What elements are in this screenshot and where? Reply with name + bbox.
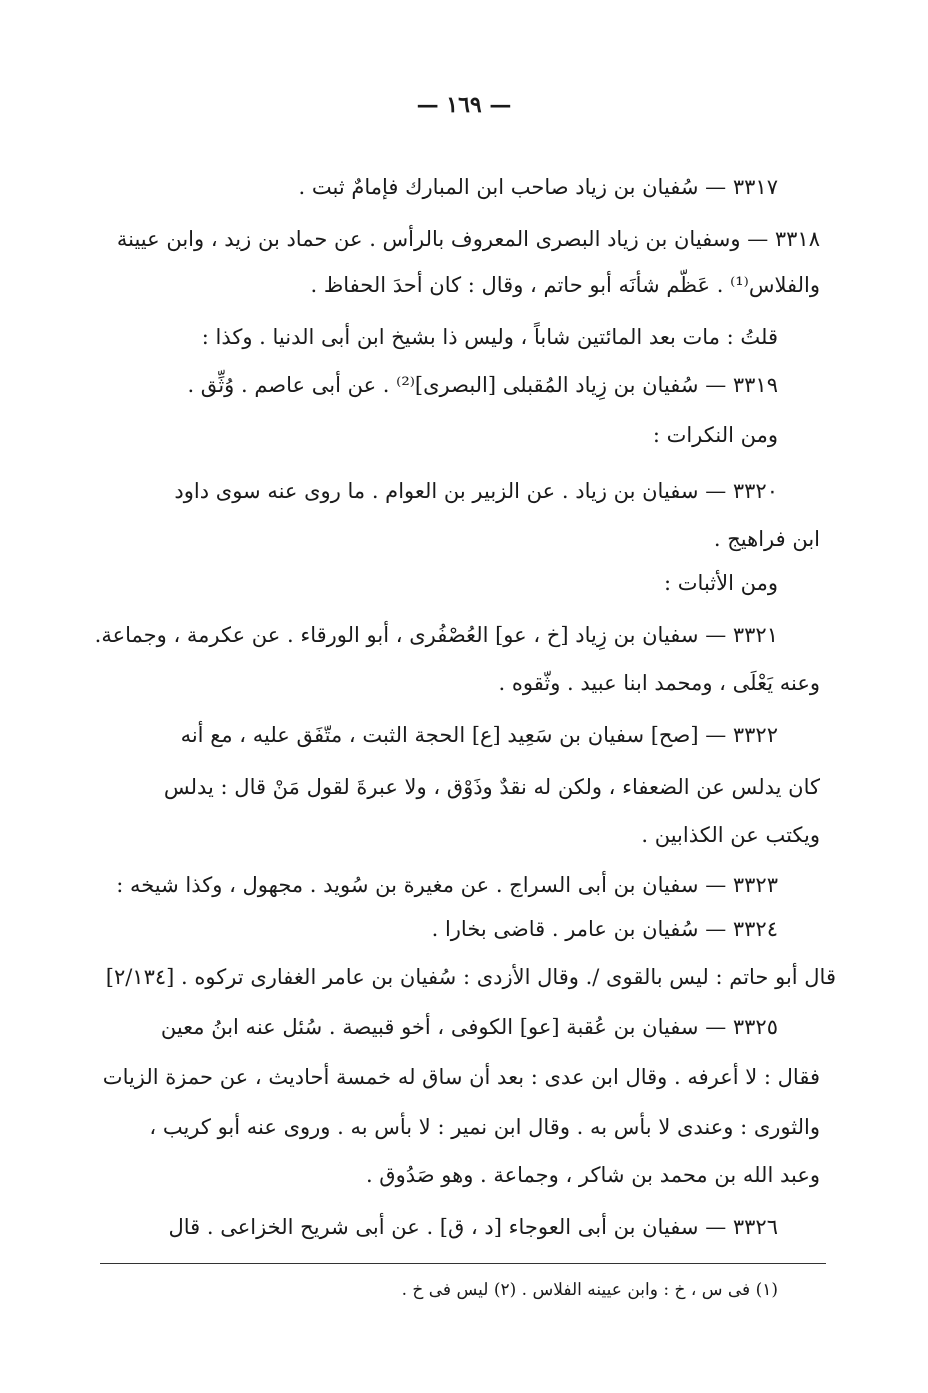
entry-3322-line-1: ٣٣٢٢ — [صح] سفيان بن سَعِيد [ع] الحجة الثبت ، متّفَق عليه ، مع أنه [180,723,778,747]
entry-3325-line-1: ٣٣٢٥ — سفيان بن عُقبة [عو] الكوفى ، أخو قبيصة . سُئل عنه ابنُ معين [160,1015,778,1039]
entry-3318-line-1: ٣٣١٨ — وسفيان بن زياد البصرى المعروف بالرأس . عن حماد بن زيد ، وابن عيينة [116,227,820,251]
entry-3324-line-2: قال أبو حاتم : ليس بالقوى /. وقال الأزدى : سُفيان بن عامر الغفارى تركوه . [٢/١٣٤] [105,965,836,989]
entry-3325-line-3: والثورى : وعندى لا بأس به . وقال ابن نمير : لا بأس به . وروى عنه أبو كريب ، [149,1115,820,1139]
entry-3325-line-4: وعبد الله بن محمد بن شاكر ، وجماعة . وهو صَدُوق . [365,1163,820,1187]
entry-3320-line-2: ابن فراهيج . [713,527,820,551]
entry-3321-line-1: ٣٣٢١ — سفيان بن زِياد [خ ، عو] العُصْفُرى ، أبو الورقاء . عن عكرمة ، وجماعة. [94,623,778,647]
entry-3324-line-1: ٣٣٢٤ — سُفيان بن عامر . قاضى بخارا . [431,917,778,941]
entry-3322-line-3: ويكتب عن الكذابين . [641,823,820,847]
editor-note-line: قلتُ : مات بعد المائتين شاباً ، وليس ذا بشيخ ابن أبى الدنيا . وكذا : [201,325,778,349]
page-number: — ١٦٩ — [416,92,512,118]
entry-3321-line-2: وعنه يَعْلَى ، ومحمد ابنا عبيد . وثّقوه . [498,671,820,695]
entry-3322-line-2: كان يدلس عن الضعفاء ، ولكن له نقدٌ وذَوْق ، ولا عبرةَ لقول مَنْ قال : يدلس [163,775,820,799]
footnote-divider [100,1263,826,1264]
entry-3323: ٣٣٢٣ — سفيان بن أبى السراج . عن مغيرة بن سُويد . مجهول ، وكذا شيخه : [116,873,778,897]
entry-3319: ٣٣١٩ — سُفيان بن زِياد المُقبلى [البصرى]⁽²⁾ . عن أبى عاصم . وُثِّق . [187,373,778,397]
entry-3317: ٣٣١٧ — سُفيان بن زياد صاحب ابن المبارك فإمامٌ ثبت . [298,175,778,199]
entry-3326: ٣٣٢٦ — سفيان بن أبى العوجاء [د ، ق] . عن أبى شريح الخزاعى . قال [168,1215,778,1239]
entry-3318-line-2: والفلاس⁽¹⁾ . عَظّم شأنَه أبو حاتم ، وقال : كان أحدَ الحفاظ . [310,273,820,297]
section-heading-athbat: ومن الأثبات : [664,571,778,595]
entry-3325-line-2: فقال : لا أعرفه . وقال ابن عدى : بعد أن ساق له خمسة أحاديث ، عن حمزة الزيات [102,1065,820,1089]
section-heading-nakirat: ومن النكرات : [652,423,778,447]
footnotes: (١) فى س ، خ : وابن عيينه الفلاس . (٢) ليس فى خ . [401,1280,778,1300]
entry-3320-line-1: ٣٣٢٠ — سفيان بن زياد . عن الزبير بن العوام . ما روى عنه سوى داود [174,479,778,503]
